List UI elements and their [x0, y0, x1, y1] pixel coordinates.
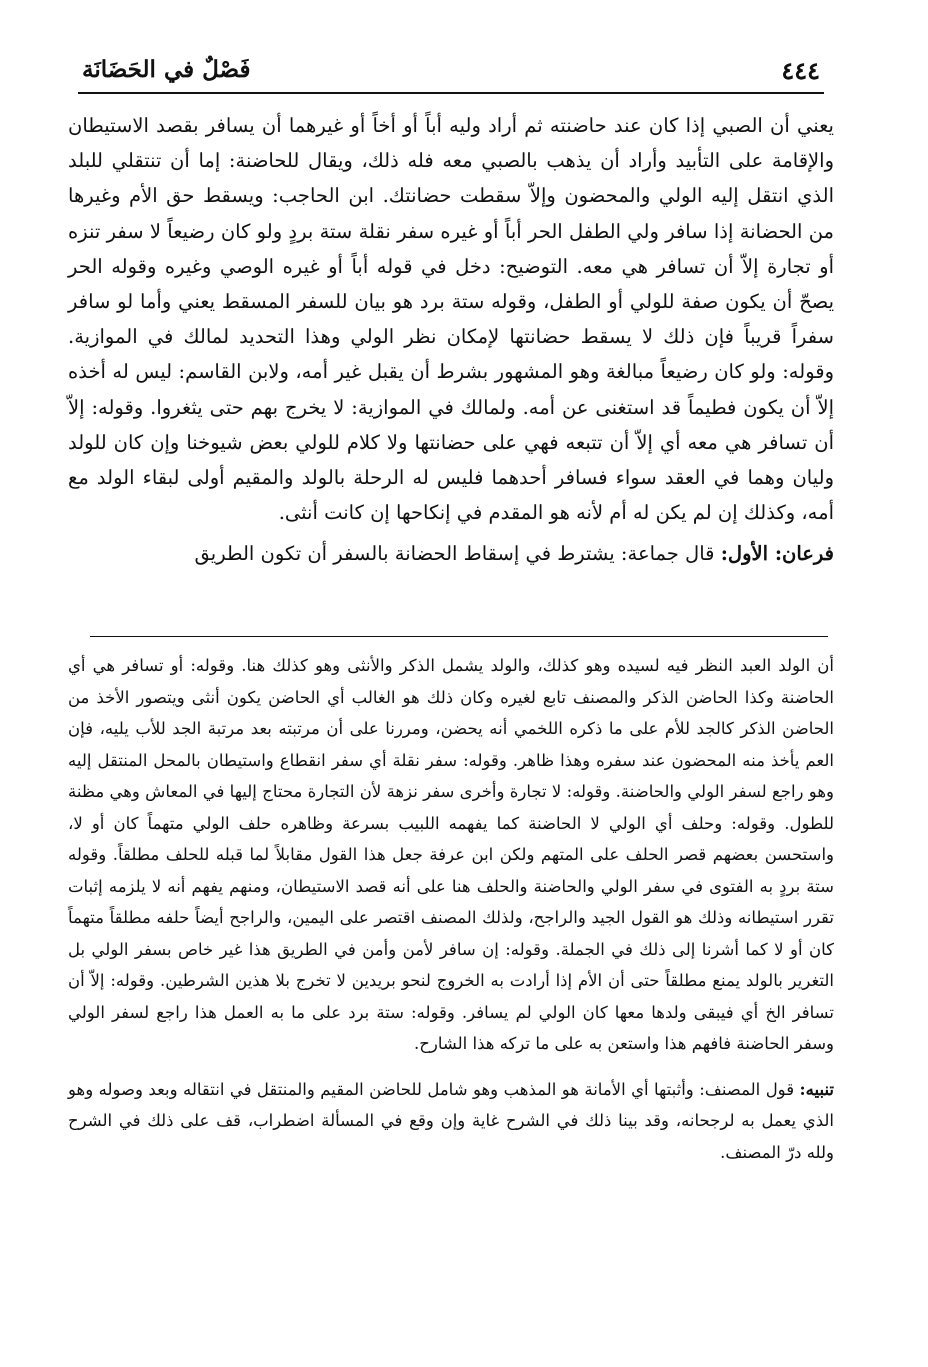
- footnote-notice: [68, 1074, 834, 1169]
- footnote-commentary: أن الولد العبد النظر فيه لسيده وهو كذلك، والولد يشمل الذكر والأنثى وهو كذلك هنا. وقوله: أو تسافر هي أي الحاضنة وكذا الحاضن الذكر والمصنف تابع لغيره وكان ذلك هو الغالب أي الحاضن يكون أنثى ويتصور الأخذ من الحاضن الذكر كالجد للأم على ما ذكره اللخمي أنه يحضن، ومررنا على أن مرتبته بعد مرتبة الجد للأب يليه، فإن العم يأخذ منه المحضون عند سفره وهذا ظاهر. وقوله: سفر نقلة أي سفر انقطاع واستيطان بالمحل المنتقل إليه وهو راجع لسفر الولي والحاضنة. وقوله: لا تجارة وأخرى سفر نزهة لأن التجارة محتاج إليها في المعاش وهي مظنة للطول. وقوله: وحلف أي الولي لا الحاضنة كما يفهمه اللبيب بسرعة وظاهره حلف الولي متهماً كان أو لا، واستحسن بعضهم قصر الحلف على المتهم ولكن ابن عرفة جعل هذا القول مقابلاً لما قبله للحلف مطلقاً. وقوله ستة بردٍ به الفتوى في سفر الولي والحاضنة والحلف هنا على أنه قصد الاستيطان، ومنهم يفهم أنه لا يلزمه إثبات تقرر استيطانه وذلك هو القول الجيد والراجح، ولذلك المصنف اقتصر على اليمين، والراجح أيضاً حلفه مطلقاً متهماً كان أو لا كما أشرنا إلى ذلك في الجملة. وقوله: إن سافر لأمن وأمن في الطريق هذا غير خاص بسفر الولي بل التغرير بالولد يمنع مطلقاً حتى أن الأم إذا أرادت به الخروج لنحو بريدين لا تخرج بلا هذين الشرطين. وقوله: إلاّ أن تسافر الخ أي فيبقى ولدها معها كان الولي لم يسافر. وقوله: ستة برد على ما به العمل هذا راجع لسفر الولي وسفر الحاضنة فافهم هذا واستعن به على ما تركه هذا الشارح.: [68, 656, 834, 1053]
- main-paragraph: يعني أن الصبي إذا كان عند حاضنته ثم أراد وليه أباً أو أخاً أو غيرهما أن يسافر بقصد الاستيطان والإقامة على التأبيد وأراد أن يذهب بالصبي معه فله ذلك، ويقال للحاضنة: إما أن تنتقلي للبلد الذي انتقل إليه الولي والمحضون وإلاّ سقطت حضانتك. ابن الحاجب: ويسقط حق الأم وغيرها من الحضانة إذا سافر ولي الطفل الحر أباً أو غيره سفر نقلة ستة بردٍ ولو كان رضيعاً لا سفر تنزه أو تجارة إلاّ أن تسافر هي معه. التوضيح: دخل في قوله أباً أو غيره الوصي وغيره وقوله الحر يصحّ أن يكون صفة للولي أو الطفل، وقوله ستة برد هو بيان للسفر المسقط يعني وأما لو سافر سفراً قريباً فإن ذلك لا يسقط حضانتها لإمكان نظر الولي وهذا التحديد لمالك في الموازية. وقوله: ولو كان رضيعاً مبالغة وهو المشهور بشرط أن يقبل غير أمه، ولابن القاسم: ليس له أخذه إلاّ أن يكون فطيماً قد استغنى عن أمه. ولمالك في الموازية: لا يخرج بهم حتى يثغروا. وقوله: إلاّ أن تسافر هي معه أي إلاّ أن تتبعه فهي على حضانتها ولا كلام للولي بعض شيوخنا وإن كان للولد وليان وهما في العقد سواء فسافر أحدهما فليس له الرحلة بالولد والمقيم أولى لبقاء الولد مع أمه، وكذلك إن لم يكن له أم لأنه هو المقدم في إنكاحها إن كانت أنثى.: [68, 114, 834, 525]
- footnote-divider: [90, 636, 828, 637]
- main-text: [68, 108, 834, 572]
- main-paragraph-branches: [68, 536, 834, 571]
- chapter-title: فَصْلٌ في الحَضَانَة: [82, 56, 251, 83]
- branches-text: قال جماعة: يشترط في إسقاط الحضانة بالسفر أن تكون الطريق: [194, 542, 715, 566]
- page-number: ٤٤٤: [781, 56, 820, 85]
- notice-text: قول المصنف: وأثبتها أي الأمانة هو المذهب وهو شامل للحاضن المقيم والمنتقل في انتقاله وبعد وصوله وهو الذي يعمل به لرجحانه، وقد بينا ذلك في الشرح غاية وإن وقع في المسألة اضطراب، قف على ذلك في الشرح ولله درّ المصنف.: [68, 1079, 834, 1162]
- page-header: [78, 52, 824, 94]
- notice-heading: تنبيه:: [799, 1079, 835, 1099]
- footnotes: [68, 650, 834, 1168]
- branches-heading: فرعان: الأول:: [720, 542, 834, 566]
